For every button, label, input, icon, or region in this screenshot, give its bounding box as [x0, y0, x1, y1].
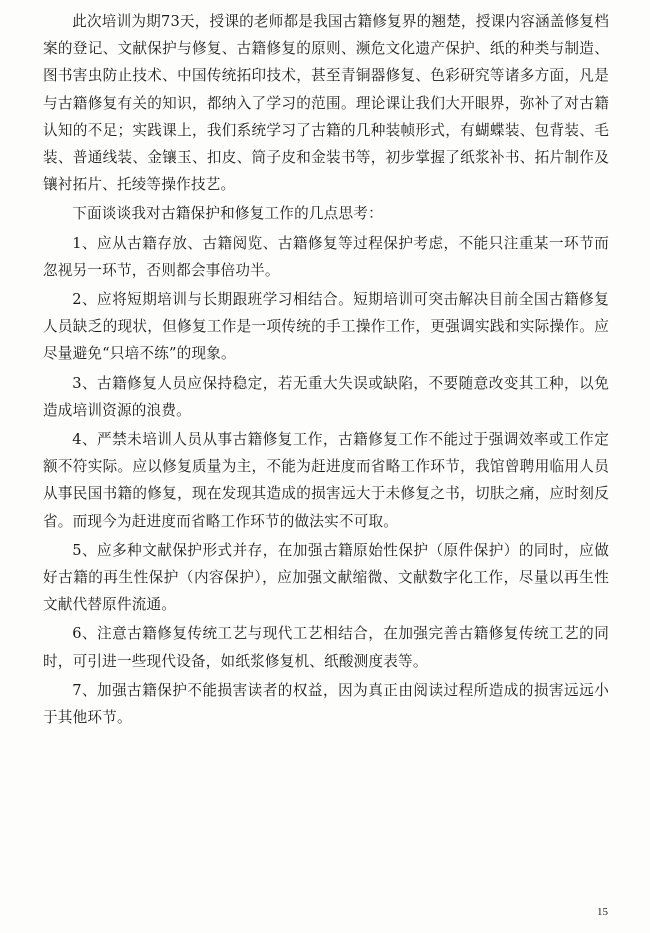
page-number: 15	[597, 906, 608, 918]
paragraph-point-4: 4、严禁未培训人员从事古籍修复工作，古籍修复工作不能过于强调效率或工作定额不符实际。应以修复质量为主，不能为赶进度而省略工作环节，我馆曾聘用临用人员从事民国书籍的修复，现在发现其造成的损害远大于未修复之书，切肤之痛，应时刻反省。而现今为赶进度而省略工作环节的做法实不可取。	[43, 431, 609, 530]
paragraph-point-5: 5、应多种文献保护形式并存，在加强古籍原始性保护（原件保护）的同时，应做好古籍的再生性保护（内容保护），应加强文献缩微、文献数字化工作，尽量以再生性文献代替原件流通。	[43, 541, 609, 614]
paragraph-point-6: 6、注意古籍修复传统工艺与现代工艺相结合，在加强完善古籍修复传统工艺的同时，可引进一些现代设备，如纸浆修复机、纸酸测度表等。	[43, 625, 609, 670]
paragraph-point-3: 3、古籍修复人员应保持稳定，若无重大失误或缺陷，不要随意改变其工种，以免造成培训资源的浪费。	[43, 374, 609, 419]
paragraph-point-1: 1、应从古籍存放、古籍阅览、古籍修复等过程保护考虑，不能只注重某一环节而忽视另一环节，否则都会事倍功半。	[43, 234, 609, 279]
document-body	[43, 8, 609, 733]
paragraph-point-7: 7、加强古籍保护不能损害读者的权益，因为真正由阅读过程所造成的损害远远小于其他环节。	[43, 681, 609, 727]
paragraph-training-summary: 此次培训为期73天，授课的老师都是我国古籍修复界的翘楚，授课内容涵盖修复档案的登记、文献保护与修复、古籍修复的原则、濒危文化遗产保护、纸的种类与制造、图书害虫防止技术、中国传统拓印技术，甚至青铜器修复、色彩研究等诸多方面，凡是与古籍修复有关的知识，都纳入了学习的范围。理论课让我们大开眼界，弥补了对古籍认知的不足；实践课上，我们系统学习了古籍的几种装帧形式，有蝴蝶装、包背装、毛装、普通线装、金镶玉、扣皮、筒子皮和金装书等，初步掌握了纸浆补书、拓片制作及镶衬拓片、托绫等操作技艺。	[43, 13, 609, 194]
paragraph-point-2: 2、应将短期培训与长期跟班学习相结合。短期培训可突击解决目前全国古籍修复人员缺乏的现状，但修复工作是一项传统的手工操作工作，更强调实践和实际操作。应尽量避免“只培不练”的现象。	[43, 291, 609, 363]
paragraph-intro-thoughts: 下面谈谈我对古籍保护和修复工作的几点思考：	[72, 205, 383, 223]
